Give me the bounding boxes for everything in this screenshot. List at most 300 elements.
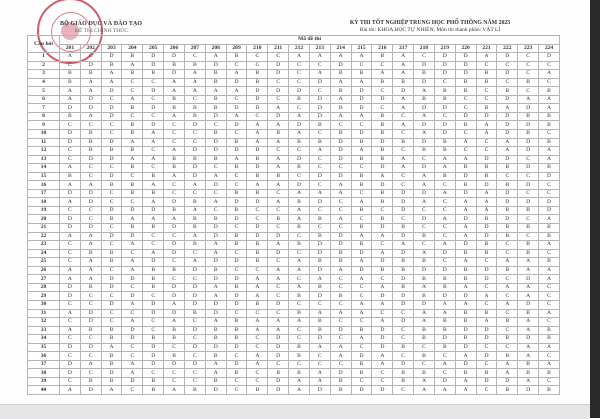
answer-cell: B xyxy=(330,258,351,267)
answer-cell: D xyxy=(205,61,226,70)
answer-cell: A xyxy=(497,283,518,292)
answer-cell: C xyxy=(247,369,268,378)
answer-cell: A xyxy=(434,189,455,198)
table-row xyxy=(28,215,560,224)
answer-cell: D xyxy=(372,181,393,190)
answer-cell: C xyxy=(289,335,310,344)
answer-cell: C xyxy=(289,70,310,79)
answer-cell: A xyxy=(539,155,560,164)
answer-cell: B xyxy=(226,326,247,335)
answer-cell: C xyxy=(205,206,226,215)
exam-code-215: 215 xyxy=(351,44,372,53)
answer-cell: C xyxy=(143,164,164,173)
answer-cell: B xyxy=(226,232,247,241)
answer-cell: A xyxy=(205,172,226,181)
answer-cell: B xyxy=(372,215,393,224)
answer-cell: C xyxy=(226,377,247,386)
answer-cell: B xyxy=(205,70,226,79)
answer-cell: C xyxy=(476,283,497,292)
answer-cell: C xyxy=(247,309,268,318)
answer-cell: B xyxy=(205,104,226,113)
answer-cell: D xyxy=(414,189,435,198)
question-number: 15 xyxy=(28,172,60,181)
answer-cell: D xyxy=(518,275,539,284)
answer-cell: B xyxy=(434,318,455,327)
answer-cell: B xyxy=(351,155,372,164)
answer-cell: C xyxy=(455,95,476,104)
answer-cell: D xyxy=(205,224,226,233)
question-number: 26 xyxy=(28,266,60,275)
answer-cell: A xyxy=(351,78,372,87)
exam-title: KỲ THI TỐT NGHIỆP TRUNG HỌC PHỔ THÔNG NĂM 2023 xyxy=(349,20,511,26)
answer-cell: C xyxy=(539,249,560,258)
answer-cell: A xyxy=(351,53,372,62)
answer-cell: C xyxy=(434,232,455,241)
answer-cell: C xyxy=(268,78,289,87)
answer-cell: C xyxy=(268,258,289,267)
answer-cell: D xyxy=(351,104,372,113)
answer-cell: A xyxy=(434,300,455,309)
answer-cell: D xyxy=(393,360,414,369)
answer-cell: D xyxy=(497,130,518,139)
answer-cell: C xyxy=(184,95,205,104)
answer-cell: D xyxy=(184,292,205,301)
exam-code-223: 223 xyxy=(518,44,539,53)
answer-cell: C xyxy=(372,309,393,318)
answer-cell: A xyxy=(226,70,247,79)
answer-cell: B xyxy=(497,87,518,96)
answer-cell: B xyxy=(414,326,435,335)
answer-cell: A xyxy=(497,369,518,378)
answer-cell: B xyxy=(414,232,435,241)
answer-cell: A xyxy=(60,266,81,275)
exam-code-201: 201 xyxy=(60,44,81,53)
question-number: 24 xyxy=(28,249,60,258)
answer-cell: C xyxy=(60,61,81,70)
answer-cell: D xyxy=(372,343,393,352)
answer-cell: B xyxy=(351,172,372,181)
answer-cell: C xyxy=(497,241,518,250)
answer-cell: A xyxy=(289,206,310,215)
answer-cell: B xyxy=(372,266,393,275)
answer-cell: C xyxy=(309,206,330,215)
answer-cell: C xyxy=(184,138,205,147)
answer-cell: C xyxy=(414,241,435,250)
answer-cell: A xyxy=(80,275,101,284)
answer-cell: D xyxy=(205,386,226,395)
answer-cell: A xyxy=(184,258,205,267)
answer-cell: B xyxy=(164,164,185,173)
answer-cell: D xyxy=(101,112,122,121)
answer-cell: D xyxy=(268,70,289,79)
answer-cell: B xyxy=(351,206,372,215)
answer-cell: D xyxy=(393,232,414,241)
answer-cell: C xyxy=(476,386,497,395)
question-number: 4 xyxy=(28,78,60,87)
answer-cell: C xyxy=(289,104,310,113)
answer-cell: A xyxy=(330,112,351,121)
answer-cell: A xyxy=(184,78,205,87)
exam-code-217: 217 xyxy=(393,44,414,53)
answer-cell: C xyxy=(289,275,310,284)
answer-cell: A xyxy=(80,360,101,369)
answer-cell: D xyxy=(247,95,268,104)
table-row xyxy=(28,181,560,190)
answer-cell: C xyxy=(60,258,81,267)
exam-code-210: 210 xyxy=(247,44,268,53)
answer-cell: B xyxy=(205,335,226,344)
answer-cell: D xyxy=(80,198,101,207)
question-number: 32 xyxy=(28,318,60,327)
answer-cell: B xyxy=(80,377,101,386)
answer-cell: D xyxy=(497,215,518,224)
answer-cell: A xyxy=(539,266,560,275)
question-number: 8 xyxy=(28,112,60,121)
answer-cell: C xyxy=(434,198,455,207)
answer-cell: D xyxy=(351,266,372,275)
answer-cell: A xyxy=(80,181,101,190)
answer-cell: A xyxy=(60,53,81,62)
answer-cell: A xyxy=(309,147,330,156)
question-number: 9 xyxy=(28,121,60,130)
table-row xyxy=(28,352,560,361)
answer-cell: B xyxy=(101,61,122,70)
answer-cell: B xyxy=(247,172,268,181)
answer-cell: B xyxy=(101,258,122,267)
answer-cell: B xyxy=(372,121,393,130)
answer-cell: A xyxy=(289,386,310,395)
answer-cell: A xyxy=(539,104,560,113)
answer-cell: D xyxy=(101,155,122,164)
answer-cell: D xyxy=(164,283,185,292)
answer-cell: D xyxy=(372,164,393,173)
answer-cell: D xyxy=(143,360,164,369)
answer-cell: B xyxy=(455,78,476,87)
answer-cell: D xyxy=(226,300,247,309)
answer-cell: C xyxy=(101,241,122,250)
answer-cell: D xyxy=(309,95,330,104)
answer-cell: D xyxy=(184,283,205,292)
answer-cell: C xyxy=(184,369,205,378)
answer-cell: D xyxy=(164,292,185,301)
answer-cell: B xyxy=(518,369,539,378)
answer-cell: D xyxy=(351,95,372,104)
answer-cell: A xyxy=(80,241,101,250)
answer-cell: D xyxy=(309,241,330,250)
answer-cell: A xyxy=(143,249,164,258)
answer-cell: A xyxy=(414,172,435,181)
answer-cell: C xyxy=(309,352,330,361)
answer-cell: C xyxy=(434,78,455,87)
answer-cell: D xyxy=(518,104,539,113)
exam-code-212: 212 xyxy=(289,44,310,53)
answer-cell: A xyxy=(476,206,497,215)
answer-cell: A xyxy=(476,198,497,207)
answer-cell: A xyxy=(330,266,351,275)
answer-cell: A xyxy=(330,189,351,198)
answer-cell: B xyxy=(539,224,560,233)
answer-cell: C xyxy=(101,224,122,233)
table-row xyxy=(28,318,560,327)
answer-cell: C xyxy=(164,377,185,386)
answer-cell: A xyxy=(205,87,226,96)
answer-cell: D xyxy=(393,249,414,258)
answer-cell: B xyxy=(455,369,476,378)
answer-cell: B xyxy=(434,87,455,96)
answer-cell: D xyxy=(205,147,226,156)
answer-cell: B xyxy=(518,130,539,139)
answer-cell: D xyxy=(205,112,226,121)
answer-cell: B xyxy=(226,53,247,62)
answer-cell: B xyxy=(476,164,497,173)
answer-cell: C xyxy=(80,352,101,361)
answer-cell: C xyxy=(539,318,560,327)
answer-cell: A xyxy=(393,61,414,70)
answer-cell: B xyxy=(80,326,101,335)
answer-cell: B xyxy=(434,138,455,147)
answer-cell: D xyxy=(455,172,476,181)
answer-cell: B xyxy=(226,283,247,292)
answer-cell: A xyxy=(518,343,539,352)
answer-cell: D xyxy=(80,189,101,198)
answer-cell: D xyxy=(226,343,247,352)
answer-cell: D xyxy=(539,206,560,215)
answer-cell: C xyxy=(497,61,518,70)
answer-cell: B xyxy=(309,215,330,224)
answer-cell: A xyxy=(289,189,310,198)
answer-cell: A xyxy=(518,283,539,292)
question-number: 22 xyxy=(28,232,60,241)
answer-cell: D xyxy=(455,326,476,335)
exam-code-214: 214 xyxy=(330,44,351,53)
answer-cell: D xyxy=(143,352,164,361)
answer-cell: D xyxy=(497,377,518,386)
answer-cell: C xyxy=(539,352,560,361)
exam-codes-row xyxy=(28,44,560,53)
exam-code-206: 206 xyxy=(164,44,185,53)
answer-cell: C xyxy=(101,318,122,327)
answer-cell: D xyxy=(455,241,476,250)
answer-cell: D xyxy=(101,53,122,62)
answer-cell: A xyxy=(414,377,435,386)
answer-cell: B xyxy=(455,181,476,190)
answer-cell: A xyxy=(289,112,310,121)
answer-cell: C xyxy=(539,130,560,139)
answer-cell: C xyxy=(247,377,268,386)
answer-cell: A xyxy=(309,275,330,284)
answer-cell: A xyxy=(351,232,372,241)
answer-cell: B xyxy=(289,164,310,173)
question-column-header: Câu hỏi xyxy=(28,36,60,53)
answer-cell: B xyxy=(143,70,164,79)
question-number: 34 xyxy=(28,335,60,344)
answer-cell: B xyxy=(393,369,414,378)
answer-cell: B xyxy=(164,155,185,164)
answer-cell: B xyxy=(539,164,560,173)
answer-cell: C xyxy=(289,326,310,335)
answer-cell: C xyxy=(122,112,143,121)
answer-cell: D xyxy=(518,335,539,344)
answer-cell: D xyxy=(101,206,122,215)
table-row xyxy=(28,189,560,198)
answer-cell: A xyxy=(164,172,185,181)
answer-cell: D xyxy=(60,130,81,139)
answer-cell: B xyxy=(330,104,351,113)
answer-cell: B xyxy=(455,87,476,96)
answer-cell: D xyxy=(226,258,247,267)
answer-cell: B xyxy=(122,181,143,190)
answer-cell: A xyxy=(122,155,143,164)
answer-cell: C xyxy=(518,87,539,96)
answer-cell: C xyxy=(497,275,518,284)
answer-cell: C xyxy=(539,181,560,190)
answer-cell: D xyxy=(143,309,164,318)
answer-cell: C xyxy=(330,121,351,130)
answer-cell: A xyxy=(205,360,226,369)
answer-cell: A xyxy=(351,258,372,267)
answer-cell: C xyxy=(497,249,518,258)
answer-cell: D xyxy=(455,189,476,198)
question-number: 27 xyxy=(28,275,60,284)
answer-cell: C xyxy=(351,292,372,301)
answer-cell: A xyxy=(309,53,330,62)
answer-cell: D xyxy=(497,53,518,62)
answer-cell: C xyxy=(101,95,122,104)
answer-cell: B xyxy=(205,266,226,275)
answer-cell: D xyxy=(476,326,497,335)
answer-cell: A xyxy=(414,309,435,318)
answer-cell: B xyxy=(289,224,310,233)
answer-cell: A xyxy=(455,224,476,233)
answer-cell: D xyxy=(309,335,330,344)
answer-cell: D xyxy=(205,275,226,284)
answer-cell: B xyxy=(434,343,455,352)
answer-cell: A xyxy=(60,326,81,335)
answer-cell: C xyxy=(60,155,81,164)
table-row xyxy=(28,326,560,335)
answer-cell: A xyxy=(60,275,81,284)
answer-cell: A xyxy=(289,258,310,267)
answer-cell: D xyxy=(101,172,122,181)
answer-cell: B xyxy=(164,335,185,344)
answer-cell: D xyxy=(372,95,393,104)
answer-cell: D xyxy=(268,343,289,352)
answer-cell: D xyxy=(455,360,476,369)
answer-cell: C xyxy=(309,155,330,164)
answer-cell: C xyxy=(60,147,81,156)
answer-cell: D xyxy=(184,326,205,335)
answer-cell: B xyxy=(414,70,435,79)
answer-cell: C xyxy=(289,249,310,258)
answer-cell: D xyxy=(122,326,143,335)
answer-cell: D xyxy=(434,70,455,79)
answer-cell: D xyxy=(330,172,351,181)
answer-cell: A xyxy=(434,309,455,318)
answer-cell: C xyxy=(122,343,143,352)
answer-cell: A xyxy=(455,386,476,395)
answer-cell: C xyxy=(351,215,372,224)
answer-cell: A xyxy=(393,121,414,130)
answer-cell: D xyxy=(309,112,330,121)
answer-cell: C xyxy=(80,121,101,130)
answer-cell: B xyxy=(414,275,435,284)
answer-cell: A xyxy=(164,112,185,121)
answer-cell: D xyxy=(60,189,81,198)
answer-cell: D xyxy=(330,138,351,147)
answer-cell: C xyxy=(143,369,164,378)
subject-line: Bài thi: KHOA HỌC TỰ NHIÊN; Môn thi thành phần: VẬT LÍ xyxy=(359,27,501,33)
answer-cell: C xyxy=(309,181,330,190)
question-number: 19 xyxy=(28,206,60,215)
answer-cell: C xyxy=(351,189,372,198)
answer-cell: D xyxy=(184,121,205,130)
answer-cell: C xyxy=(60,318,81,327)
answer-cell: C xyxy=(268,224,289,233)
question-number: 17 xyxy=(28,189,60,198)
answer-cell: A xyxy=(518,326,539,335)
answer-cell: D xyxy=(268,87,289,96)
answer-cell: A xyxy=(122,61,143,70)
answer-cell: A xyxy=(268,104,289,113)
answer-cell: D xyxy=(497,155,518,164)
answer-cell: C xyxy=(289,78,310,87)
answer-cell: A xyxy=(476,189,497,198)
answer-cell: D xyxy=(476,181,497,190)
answer-rows xyxy=(28,53,560,395)
answer-cell: A xyxy=(518,318,539,327)
answer-cell: D xyxy=(372,335,393,344)
question-number: 31 xyxy=(28,309,60,318)
answer-cell: A xyxy=(497,258,518,267)
question-number: 12 xyxy=(28,147,60,156)
answer-cell: A xyxy=(184,87,205,96)
answer-cell: A xyxy=(414,198,435,207)
answer-cell: B xyxy=(476,104,497,113)
answer-cell: C xyxy=(518,172,539,181)
answer-cell: C xyxy=(330,275,351,284)
answer-cell: B xyxy=(309,121,330,130)
answer-cell: A xyxy=(60,232,81,241)
answer-cell: C xyxy=(518,232,539,241)
answer-cell: D xyxy=(226,78,247,87)
answer-cell: D xyxy=(184,164,205,173)
answer-cell: C xyxy=(164,181,185,190)
answer-cell: B xyxy=(289,138,310,147)
answer-cell: A xyxy=(184,181,205,190)
answer-cell: D xyxy=(268,112,289,121)
table-row xyxy=(28,292,560,301)
answer-cell: C xyxy=(268,53,289,62)
answer-cell: C xyxy=(184,130,205,139)
answer-cell: A xyxy=(497,360,518,369)
answer-cell: B xyxy=(309,232,330,241)
question-number: 28 xyxy=(28,283,60,292)
answer-cell: C xyxy=(60,300,81,309)
answer-cell: A xyxy=(309,70,330,79)
table-row xyxy=(28,53,560,62)
answer-cell: B xyxy=(205,352,226,361)
answer-cell: B xyxy=(289,352,310,361)
answer-cell: C xyxy=(184,249,205,258)
answer-cell: D xyxy=(60,138,81,147)
answer-cell: A xyxy=(351,112,372,121)
answer-cell: C xyxy=(184,189,205,198)
answer-cell: C xyxy=(184,377,205,386)
answer-cell: C xyxy=(476,87,497,96)
answer-cell: A xyxy=(122,215,143,224)
answer-cell: B xyxy=(164,326,185,335)
answer-cell: C xyxy=(80,369,101,378)
